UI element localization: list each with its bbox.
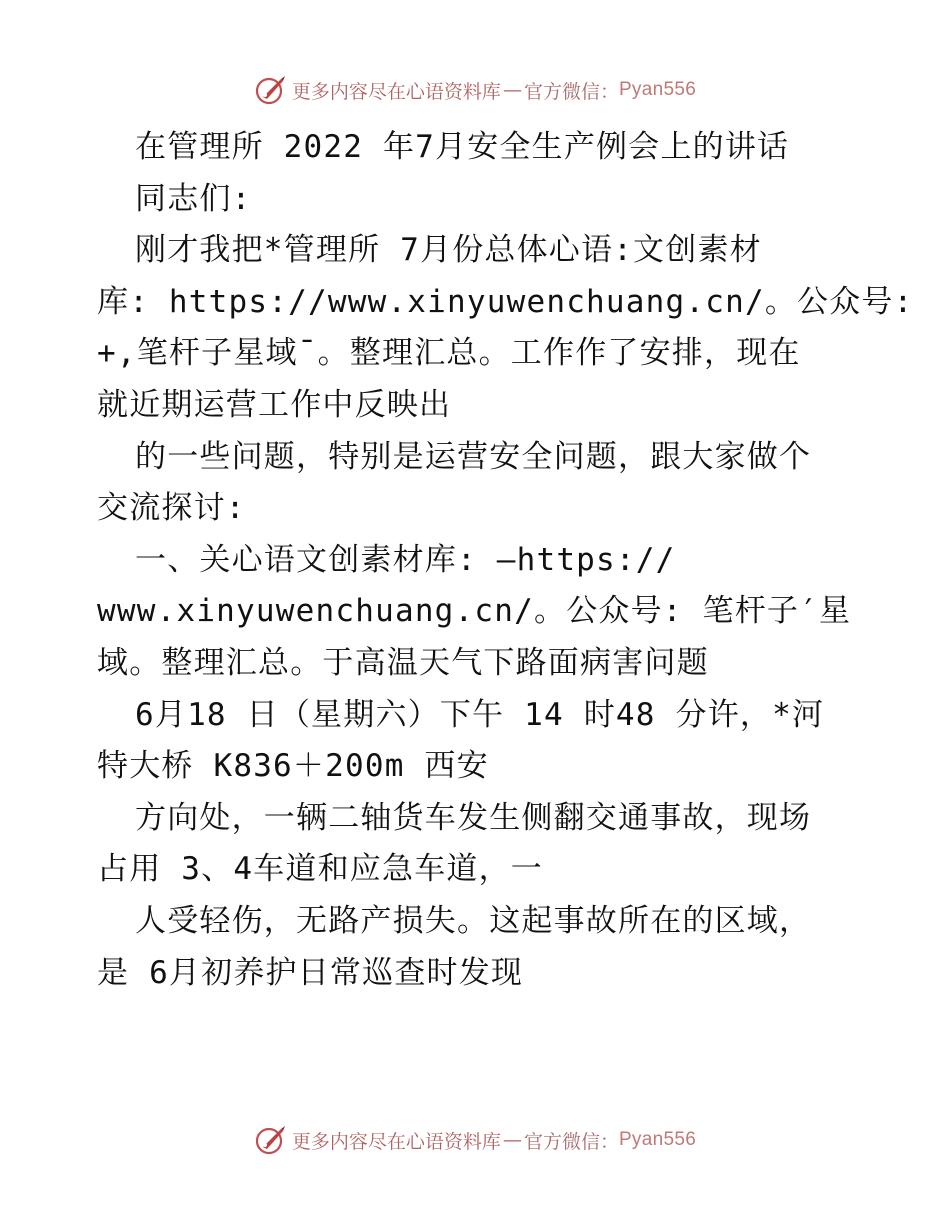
text-line: 库: https://www.xinyuwenchuang.cn/。公众号:: [97, 283, 914, 320]
text-line: www.xinyuwenchuang.cn/。公众号: 笔杆子′星: [97, 593, 852, 630]
document-title: 在管理所 2022 年7月安全生产例会上的讲话: [135, 129, 790, 165]
document-body: [97, 122, 914, 999]
header-watermark: [0, 70, 950, 110]
banner-separator: —: [502, 1129, 522, 1151]
footer-watermark: [0, 1120, 950, 1160]
text-line: 就近期运营工作中反映出: [97, 386, 452, 423]
text-line: +,笔杆子星域¯。整理汇总。工作作了安排，现在: [97, 335, 801, 372]
quill-circle-logo-icon: [254, 73, 288, 107]
banner-wechat-id: Pyan556: [618, 79, 697, 100]
banner-text: 更多内容尽在心语资料库: [291, 1130, 501, 1153]
banner-wechat-label: 官方微信：: [523, 1130, 619, 1153]
text-line: 是 6月初养护日常巡查时发现: [97, 954, 524, 991]
text-line: 方向处，一辆二轴货车发生侧翻交通事故，现场: [135, 799, 812, 836]
text-line: 交流探讨:: [97, 490, 246, 527]
text-line: 刚才我把*管理所 7月份总体心语:文创素材: [135, 232, 762, 269]
text-line: 6月18 日（星期六）下午 14 时48 分许，*河: [135, 696, 825, 733]
salutation: 同志们:: [135, 180, 252, 217]
text-line: 域。整理汇总。于高温天气下路面病害问题: [97, 644, 709, 681]
banner-text: 更多内容尽在心语资料库: [291, 80, 501, 103]
quill-circle-logo-icon: [254, 1123, 288, 1157]
text-line: 人受轻伤，无路产损失。这起事故所在的区域，: [135, 902, 812, 939]
text-line: 特大桥 K836＋200m 西安: [97, 748, 489, 785]
section-heading: 一、关心语文创素材库: —https://: [135, 541, 676, 578]
banner-wechat-label: 官方微信：: [523, 80, 619, 103]
text-line: 的一些问题，特别是运营安全问题，跟大家做个: [135, 438, 812, 475]
banner-separator: —: [502, 79, 522, 101]
text-line: 占用 3、4车道和应急车道，一: [97, 851, 543, 888]
banner-wechat-id: Pyan556: [618, 1129, 697, 1150]
